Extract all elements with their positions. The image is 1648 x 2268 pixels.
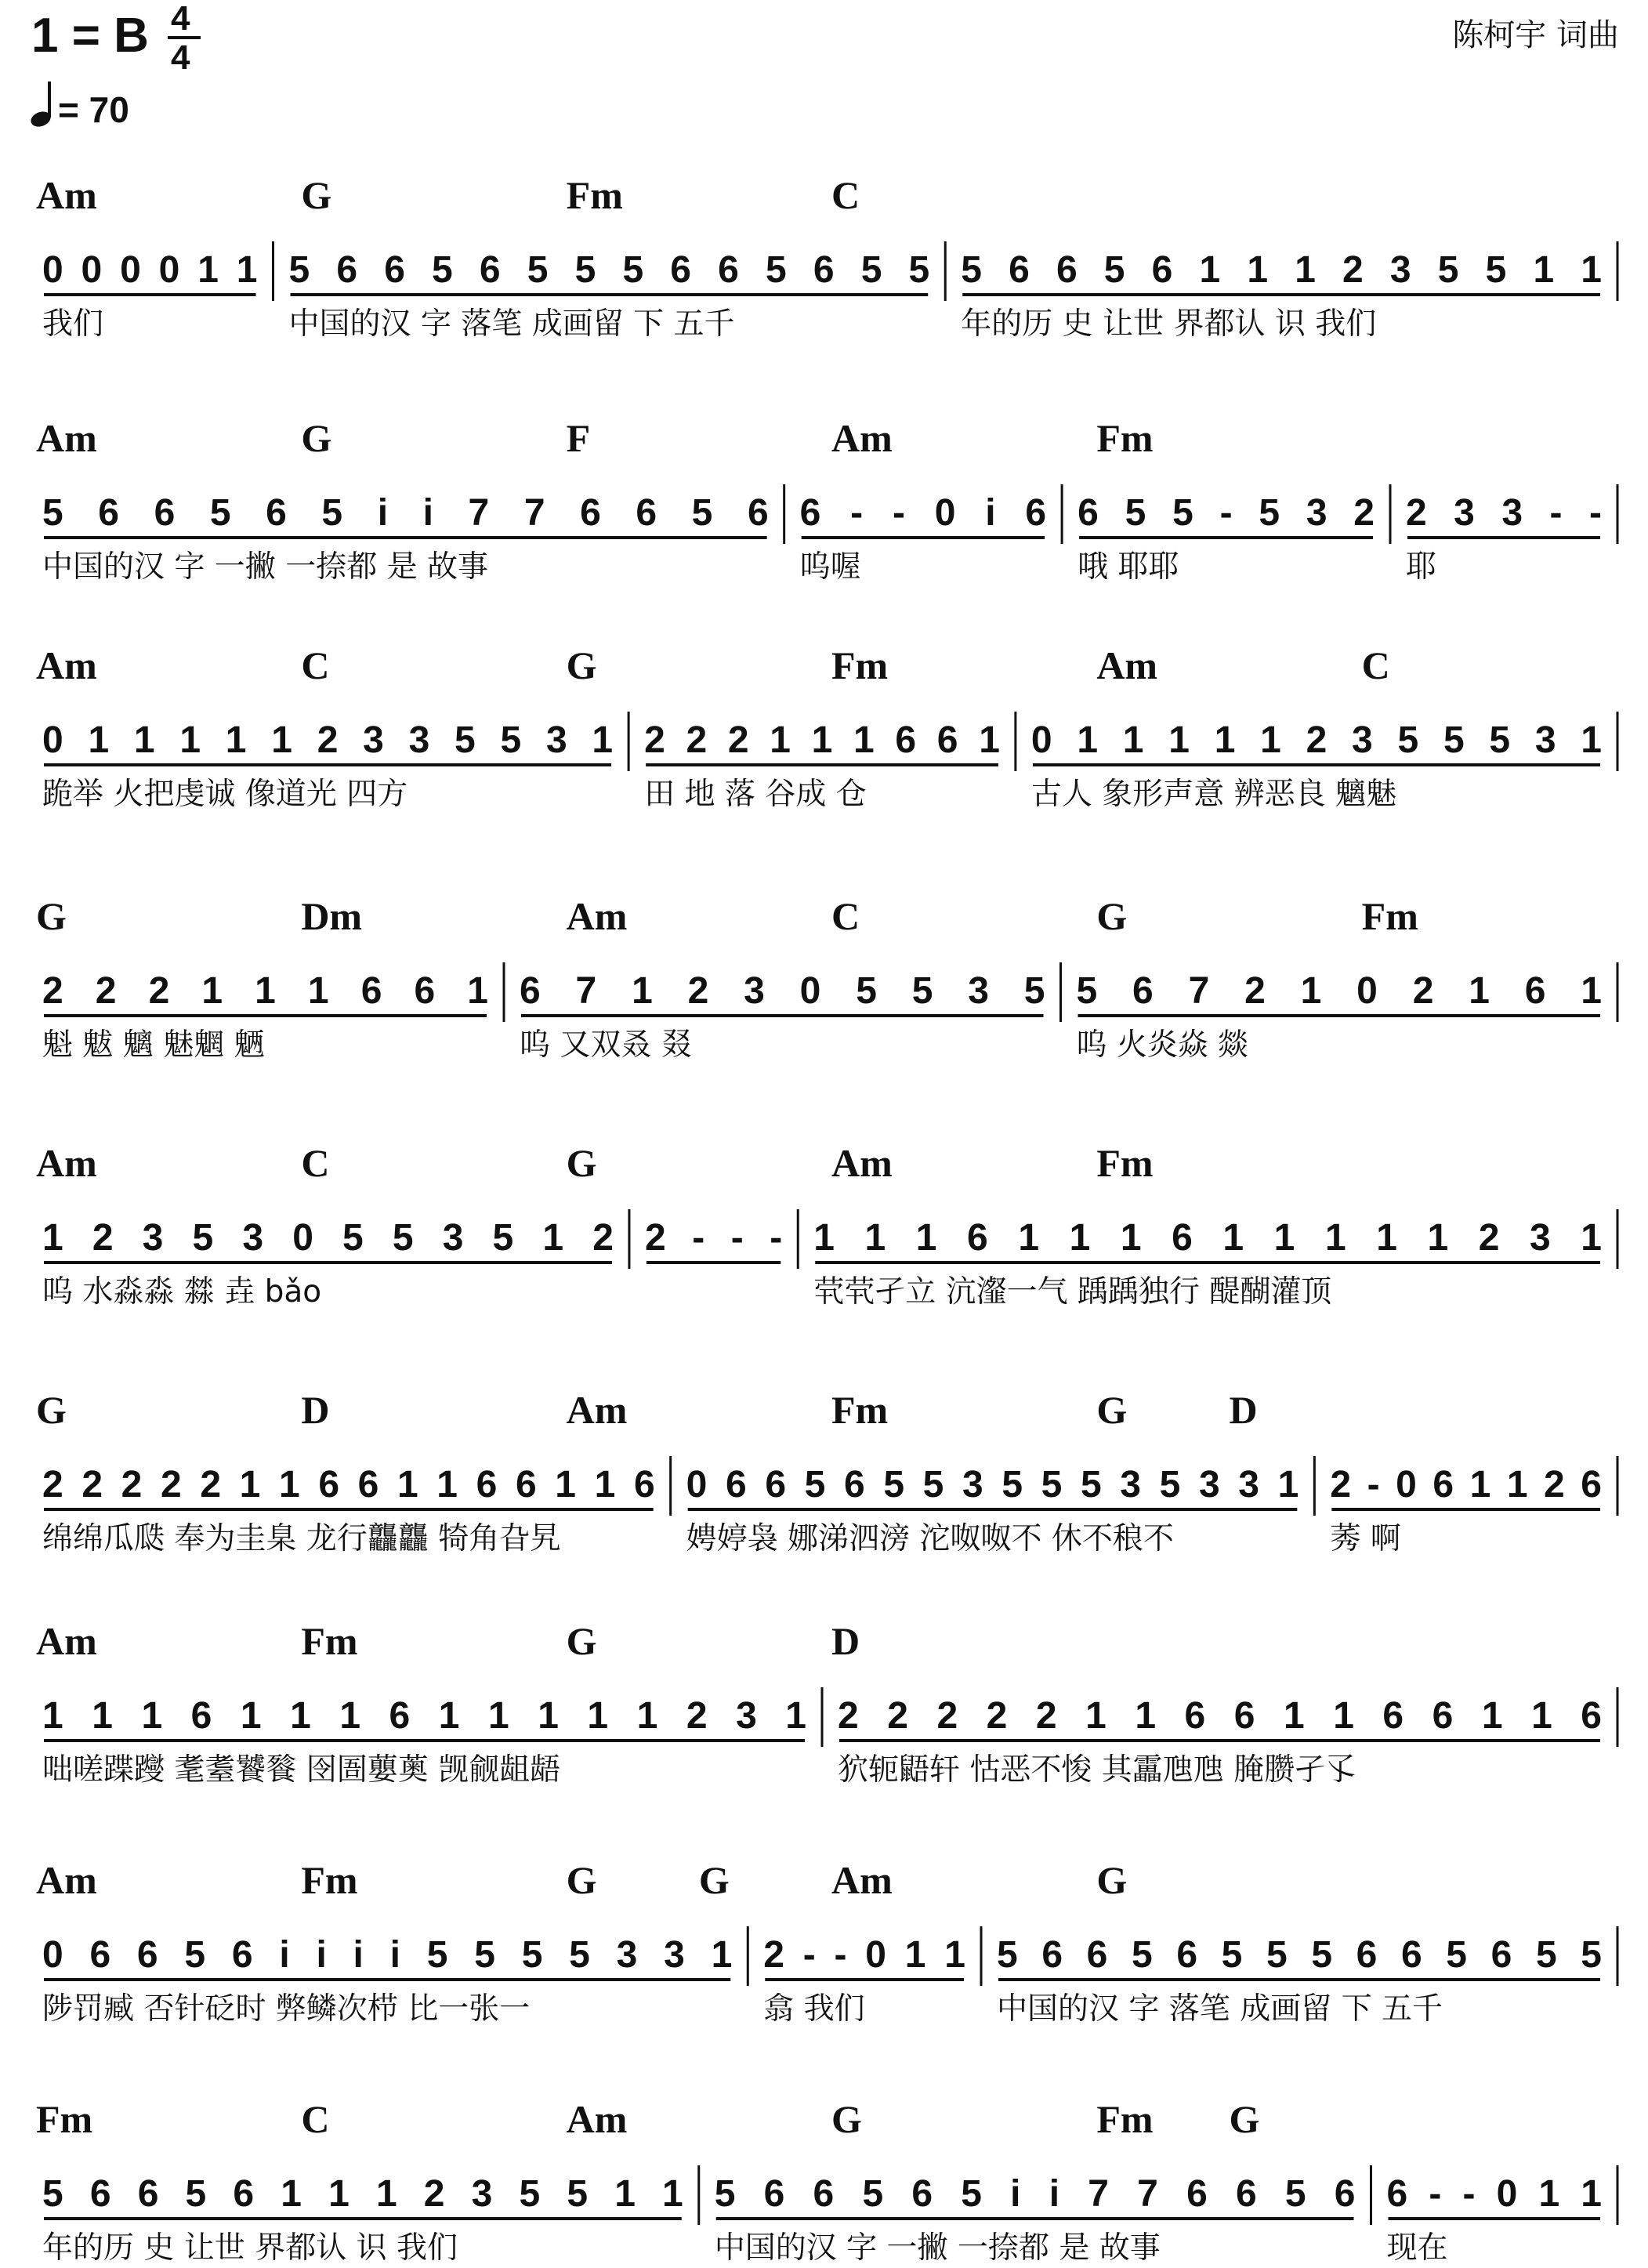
measure-notes: 6 - - 0 i 6	[799, 492, 1047, 534]
measure-notes: 1 1 1 6 1 1 1 6 1 1 1 1 1 2 3 1	[42, 1695, 806, 1737]
measure-notes: 5 6 7 2 1 0 2 1 6 1	[1076, 970, 1602, 1012]
chord-symbol: Fm	[831, 643, 889, 687]
chord-symbol: C	[301, 2097, 330, 2141]
system-8	[36, 1858, 1617, 2027]
measure-lyrics: 莠 啊	[1330, 1521, 1401, 1556]
chord-symbol: G	[1229, 2097, 1260, 2141]
measure-notes: 0 1 1 1 1 1 2 3 5 5 5 3 1	[1030, 719, 1602, 761]
chord-symbol: G	[831, 2097, 862, 2141]
measure-lyrics: 中国的汉 字 一撇 一捺都 是 故事	[714, 2230, 1161, 2266]
chord-symbol: G	[1096, 1388, 1128, 1432]
measure-lyrics: 咄嗟蹀躞 耄耋饕餮 囹圄蘡薁 觊觎龃龉	[42, 1752, 561, 1788]
measure-notes: 1 2 3 5 3 0 5 5 3 5 1 2	[42, 1217, 614, 1259]
tempo-marking: = 70	[58, 89, 129, 130]
measure-lyrics: 中国的汉 字 一撇 一捺都 是 故事	[42, 549, 488, 585]
chord-symbol: C	[301, 1141, 330, 1185]
system-4	[36, 894, 1617, 1063]
measure-lyrics: 翕 我们	[763, 1991, 865, 2027]
measure-notes: 2 - - 0 1 1	[763, 1934, 965, 1976]
chord-symbol: Fm	[301, 1619, 358, 1663]
chord-symbol: G	[1096, 1858, 1128, 1902]
measure-notes: 5 6 6 5 6 1 1 1 2 3 5 5 1 1	[961, 249, 1602, 291]
measure-notes: 2 - - -	[644, 1217, 783, 1259]
chord-symbol: Am	[36, 1619, 97, 1663]
chord-symbol: Fm	[1361, 894, 1418, 938]
chord-symbol: G	[36, 1388, 67, 1432]
system-2	[36, 416, 1617, 585]
measure-lyrics: 狖轭鼯轩 怙恶不悛 其靁虺虺 腌臜孑孓	[838, 1752, 1356, 1788]
chord-symbol: Am	[831, 1141, 893, 1185]
chord-symbol: Am	[831, 416, 893, 460]
measure-notes: 2 2 2 1 1 1 6 6 1	[42, 970, 488, 1012]
chord-symbol: Am	[566, 1388, 628, 1432]
chord-symbol: G	[698, 1858, 730, 1902]
measure-notes: 2 3 3 - -	[1406, 492, 1602, 534]
chord-symbol: Am	[566, 2097, 628, 2141]
quarter-note-icon	[29, 82, 53, 129]
measure-lyrics: 耶	[1406, 549, 1437, 585]
chord-symbol: Am	[36, 1141, 97, 1185]
measure-lyrics: 呜 水淼淼 㵘 垚 bǎo	[42, 1274, 322, 1310]
chord-symbol: Fm	[566, 173, 623, 217]
chord-symbol: C	[301, 643, 330, 687]
measure-notes: 0 6 6 5 6 i i i i 5 5 5 5 3 3 1	[42, 1934, 733, 1976]
measure-lyrics: 年的历 史 让世 界都认 识 我们	[42, 2230, 458, 2266]
chord-symbol: G	[566, 1858, 597, 1902]
measure-notes: 5 6 6 5 6 5 5 5 6 6 5 6 5 5	[288, 249, 930, 291]
measure-notes: 2 - 0 6 1 1 2 6	[1330, 1464, 1602, 1505]
measure-notes: 0 0 0 0 1 1	[42, 249, 258, 291]
system-7	[36, 1619, 1617, 1788]
measure-notes: 5 6 6 5 6 1 1 1 2 3 5 5 1 1	[42, 2173, 683, 2215]
measure-lyrics: 魁 魃 魑 魅魍 魉	[42, 1027, 265, 1063]
chord-symbol: C	[831, 894, 860, 938]
time-signature-bottom: 4	[171, 38, 190, 77]
measure-lyrics: 田 地 落 谷成 仓	[644, 777, 867, 812]
measure-lyrics: 茕茕孑立 沆瀣一气 踽踽独行 醍醐灌顶	[813, 1274, 1332, 1310]
measure-notes: 0 1 1 1 1 1 2 3 3 5 5 3 1	[42, 719, 614, 761]
measure-lyrics: 年的历 史 让世 界都认 识 我们	[961, 306, 1377, 342]
chord-symbol: G	[301, 173, 332, 217]
chord-symbol: C	[831, 173, 860, 217]
chord-symbol: Fm	[1096, 1141, 1154, 1185]
measure-notes: 6 5 5 - 5 3 2	[1078, 492, 1375, 534]
chord-symbol: G	[566, 643, 597, 687]
chord-symbol: F	[566, 416, 591, 460]
chord-symbol: Am	[566, 894, 628, 938]
measure-lyrics: 跪举 火把虔诚 像道光 四方	[42, 777, 408, 812]
measure-notes: 5 6 6 5 6 5 i i 7 7 6 6 5 6	[714, 2173, 1356, 2215]
measure-notes: 0 6 6 5 6 5 5 3 5 5 5 3 5 3 3 1	[686, 1464, 1299, 1505]
chord-symbol: Am	[36, 643, 97, 687]
time-signature-top: 4	[171, 0, 190, 38]
measure-notes: 2 2 2 2 2 1 1 6 6 1 1 6 6 1 1 6	[42, 1464, 655, 1505]
chord-symbol: Am	[36, 416, 97, 460]
chord-symbol: Fm	[36, 2097, 93, 2141]
measure-notes: 5 6 6 5 6 5 5 5 6 6 5 6 5 5	[997, 1934, 1602, 1976]
measure-lyrics: 中国的汉 字 落笔 成画留 下 五千	[288, 306, 735, 342]
chord-symbol: G	[566, 1619, 597, 1663]
measure-lyrics: 中国的汉 字 落笔 成画留 下 五千	[997, 1991, 1443, 2027]
chord-symbol: D	[1229, 1388, 1258, 1432]
system-3	[36, 643, 1617, 812]
chord-symbol: Fm	[301, 1858, 358, 1902]
measure-notes: 5 6 6 5 6 5 i i 7 7 6 6 5 6	[42, 492, 769, 534]
chord-symbol: C	[1361, 643, 1390, 687]
system-5	[36, 1141, 1617, 1310]
measure-notes: 2 2 2 1 1 1 6 6 1	[644, 719, 1000, 761]
chord-symbol: D	[831, 1619, 860, 1663]
measure-notes: 2 2 2 2 2 1 1 6 6 1 1 6 6 1 1 6	[838, 1695, 1602, 1737]
measure-lyrics: 呜 又双叒 叕	[520, 1027, 692, 1063]
measure-lyrics: 古人 象形声意 辨恶良 魑魅	[1030, 777, 1397, 812]
system-1	[36, 173, 1617, 342]
chord-symbol: Fm	[1096, 416, 1154, 460]
chord-symbol: Fm	[1096, 2097, 1154, 2141]
measure-lyrics: 娉婷袅 娜涕泗滂 沱呶呶不 休不稂不	[686, 1521, 1174, 1556]
measure-notes: 6 - - 0 1 1	[1386, 2173, 1602, 2215]
system-6	[36, 1388, 1617, 1556]
chord-symbol: G	[566, 1141, 597, 1185]
chord-symbol: Am	[36, 1858, 97, 1902]
chord-symbol: G	[1096, 894, 1128, 938]
measure-lyrics: 陟罚臧 否针砭时 弊鳞次栉 比一张一	[42, 1991, 531, 2027]
measure-lyrics: 绵绵瓜瓞 奉为圭臬 龙行龘龘 犄角旮旯	[42, 1521, 561, 1556]
composer-credit: 陈柯宇 词曲	[1452, 17, 1619, 53]
key-signature: 1 = B	[31, 9, 149, 63]
chord-symbol: Am	[36, 173, 97, 217]
measure-lyrics: 呜 火炎焱 燚	[1076, 1027, 1249, 1063]
chord-symbol: Fm	[831, 1388, 889, 1432]
system-9	[36, 2097, 1617, 2266]
chord-symbol: G	[36, 894, 67, 938]
measure-lyrics: 呜喔	[799, 549, 861, 585]
chord-symbol: D	[301, 1388, 330, 1432]
measure-lyrics: 我们	[42, 306, 104, 342]
chord-symbol: Am	[1096, 643, 1158, 687]
measure-lyrics: 现在	[1386, 2230, 1448, 2266]
chord-symbol: G	[301, 416, 332, 460]
score-header	[29, 0, 1619, 130]
measure-lyrics: 哦 耶耶	[1078, 549, 1179, 585]
chord-symbol: Am	[831, 1858, 893, 1902]
measure-notes: 6 7 1 2 3 0 5 5 3 5	[520, 970, 1045, 1012]
score-systems	[36, 173, 1617, 2266]
chord-symbol: Dm	[301, 894, 363, 938]
measure-notes: 1 1 1 6 1 1 1 6 1 1 1 1 1 2 3 1	[813, 1217, 1603, 1259]
